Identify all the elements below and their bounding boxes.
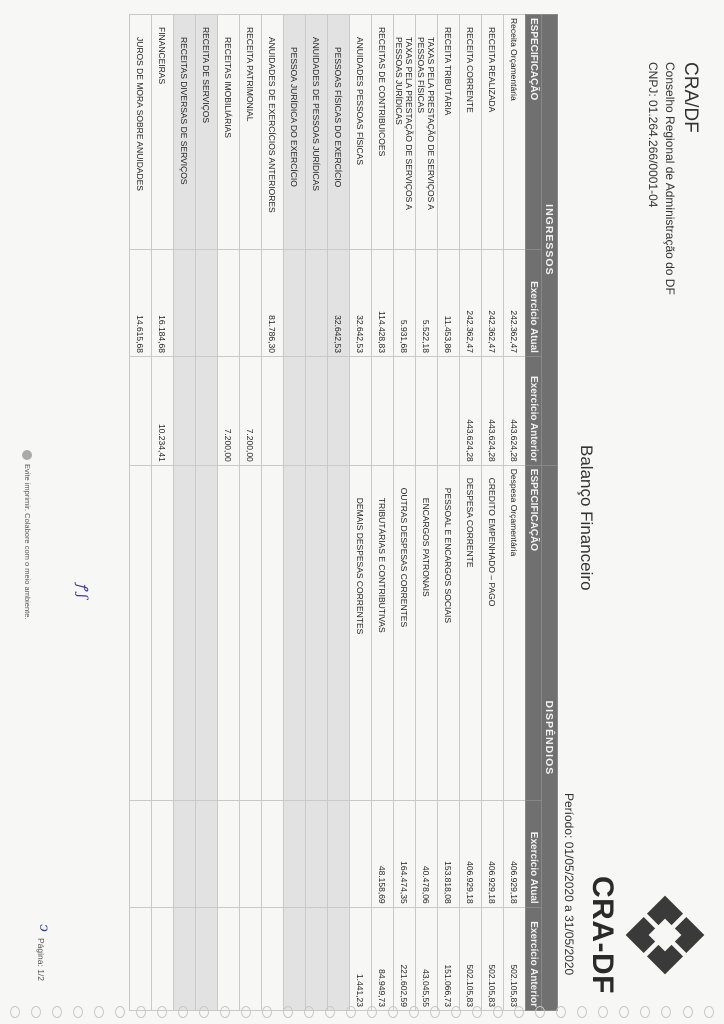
ingresso-anterior-cell: [438, 356, 460, 465]
dispendio-anterior-cell: [306, 907, 328, 1010]
col-header-atual-left: Exercício Atual: [526, 250, 542, 357]
org-cnpj: CNPJ: 01.264.266/0001-04: [646, 62, 660, 208]
ingresso-especificacao-cell: FINANCEIRAS: [152, 15, 174, 250]
dispendio-anterior-cell: 84.949,73: [372, 907, 394, 1010]
ingresso-especificacao-cell: RECEITA DE SERVIÇOS: [196, 15, 218, 250]
dispendio-atual-cell: 153.818,08: [438, 801, 460, 908]
ingresso-especificacao-cell: RECEITAS IMOBILIÁRIAS: [218, 15, 240, 250]
cra-logo-icon: [624, 894, 706, 976]
balance-table: [129, 14, 558, 1011]
org-header: [644, 62, 702, 295]
ingresso-atual-cell: [306, 250, 328, 357]
dispendios-header: DISPÊNDIOS: [542, 465, 558, 1010]
ingresso-anterior-cell: [130, 356, 152, 465]
dispendio-atual-cell: [196, 801, 218, 908]
ingresso-anterior-cell: 7.200,00: [240, 356, 262, 465]
dispendio-anterior-cell: [328, 907, 350, 1010]
ingresso-anterior-cell: [284, 356, 306, 465]
table-row: [504, 15, 526, 1011]
ingresso-atual-cell: [174, 250, 196, 357]
ingresso-atual-cell: [218, 250, 240, 357]
ingresso-atual-cell: [284, 250, 306, 357]
ingresso-atual-cell: 242.362,47: [460, 250, 482, 357]
ingresso-atual-cell: 5.931,68: [394, 250, 416, 357]
dispendio-anterior-cell: 502.105,83: [460, 907, 482, 1010]
table-row: [416, 15, 438, 1011]
table-row: [262, 15, 284, 1011]
ingresso-anterior-cell: 443.624,28: [460, 356, 482, 465]
table-row: [460, 15, 482, 1011]
org-short-name: CRA/DF: [680, 62, 701, 133]
ingresso-anterior-cell: [394, 356, 416, 465]
ingresso-atual-cell: 5.522,18: [416, 250, 438, 357]
ingresso-especificacao-cell: RECEITA PATRIMONIAL: [240, 15, 262, 250]
dispendio-atual-cell: [284, 801, 306, 908]
dispendio-atual-cell: [152, 801, 174, 908]
ingresso-anterior-cell: 443.624,28: [482, 356, 504, 465]
ingresso-anterior-cell: 443.624,28: [504, 356, 526, 465]
binder-holes-bottom: [0, 1006, 724, 1018]
ingresso-anterior-cell: [306, 356, 328, 465]
dispendio-especificacao-cell: ENCARGOS PATRONAIS: [416, 465, 438, 800]
table-row: [372, 15, 394, 1011]
ingresso-especificacao-cell: RECEITAS DE CONTRIBUICOES: [372, 15, 394, 250]
table-row: [284, 15, 306, 1011]
page-title: Balanço Financeiro: [577, 445, 596, 591]
ingresso-anterior-cell: [262, 356, 284, 465]
dispendio-especificacao-cell: [196, 465, 218, 800]
ingressos-header: INGRESSOS: [542, 15, 558, 466]
ingresso-anterior-cell: [328, 356, 350, 465]
col-header-anterior-left: Exercício Anterior: [526, 356, 542, 465]
ingresso-especificacao-cell: JUROS DE MORA SOBRE ANUIDADES: [130, 15, 152, 250]
footer-note-text: Evite imprimir. Colabore com o meio ambiente.: [23, 464, 32, 620]
ingresso-especificacao-cell: ANUIDADES DE PESSOAS JURÍDICAS: [306, 15, 328, 250]
ingresso-especificacao-cell: PESSOA JURÍDICA DO EXERCÍCIO: [284, 15, 306, 250]
ingresso-anterior-cell: [196, 356, 218, 465]
dispendio-atual-cell: 164.474,35: [394, 801, 416, 908]
dispendio-atual-cell: 406.929,18: [482, 801, 504, 908]
ingresso-especificacao-cell: RECEITA CORRENTE: [460, 15, 482, 250]
dispendio-atual-cell: [350, 801, 372, 908]
dispendio-atual-cell: 406.929,18: [504, 801, 526, 908]
ingresso-atual-cell: 11.453,86: [438, 250, 460, 357]
ingresso-anterior-cell: [174, 356, 196, 465]
ingresso-especificacao-cell: TAXAS PELA PRESTAÇÃO DE SERVIÇOS A PESSOAS JURÍDICAS: [394, 15, 416, 250]
dispendio-especificacao-cell: [262, 465, 284, 800]
dispendio-anterior-cell: [196, 907, 218, 1010]
group-header-row: [542, 15, 558, 1011]
ingresso-atual-cell: [240, 250, 262, 357]
dispendio-especificacao-cell: [306, 465, 328, 800]
dispendio-especificacao-cell: [240, 465, 262, 800]
logo-brand: CRA-DF: [586, 876, 619, 994]
table-row: [482, 15, 504, 1011]
table-row: [196, 15, 218, 1011]
dispendio-especificacao-cell: DESPESA CORRENTE: [460, 465, 482, 800]
table-row: [240, 15, 262, 1011]
dispendio-especificacao-cell: PESSOAL E ENCARGOS SOCIAIS: [438, 465, 460, 800]
dispendio-especificacao-cell: [174, 465, 196, 800]
column-header-row: [526, 15, 542, 1011]
signature-mark: ꝭ ʃ: [74, 583, 90, 598]
ingresso-atual-cell: 32.642,53: [350, 250, 372, 357]
logo: [585, 860, 706, 1010]
ingresso-anterior-cell: [416, 356, 438, 465]
recycle-icon: [22, 450, 32, 460]
dispendio-atual-cell: [240, 801, 262, 908]
col-header-especificacao-right: ESPECIFICAÇÃO: [526, 465, 542, 800]
dispendio-especificacao-cell: [218, 465, 240, 800]
ingresso-atual-cell: 14.615,68: [130, 250, 152, 357]
dispendio-anterior-cell: 151.066,73: [438, 907, 460, 1010]
table-row: [152, 15, 174, 1011]
table-row: [130, 15, 152, 1011]
signature-mark: ↄ: [36, 924, 52, 932]
ingresso-atual-cell: 16.184,68: [152, 250, 174, 357]
dispendio-anterior-cell: 1.441,23: [350, 907, 372, 1010]
table-row: [306, 15, 328, 1011]
dispendio-atual-cell: [262, 801, 284, 908]
dispendio-especificacao-cell: DEMAIS DESPESAS CORRENTES: [350, 465, 372, 800]
dispendio-atual-cell: 40.478,06: [416, 801, 438, 908]
dispendio-anterior-cell: [284, 907, 306, 1010]
dispendio-anterior-cell: [240, 907, 262, 1010]
dispendio-especificacao-cell: TRIBUTÁRIAS E CONTRIBUTIVAS: [372, 465, 394, 800]
org-full-name: Conselho Regional de Administração do DF: [663, 62, 677, 295]
ingresso-anterior-cell: 7.200,00: [218, 356, 240, 465]
col-header-especificacao-left: ESPECIFICAÇÃO: [526, 15, 542, 250]
dispendio-anterior-cell: [174, 907, 196, 1010]
table-row: [394, 15, 416, 1011]
dispendio-anterior-cell: 221.602,59: [394, 907, 416, 1010]
dispendio-especificacao-cell: OUTRAS DESPESAS CORRENTES: [394, 465, 416, 800]
ingresso-atual-cell: 114.428,83: [372, 250, 394, 357]
table-row: [328, 15, 350, 1011]
dispendio-anterior-cell: 502.105,83: [482, 907, 504, 1010]
ingresso-atual-cell: [196, 250, 218, 357]
ingresso-especificacao-cell: PESSOAS FÍSICAS DO EXERCÍCIO: [328, 15, 350, 250]
dispendio-atual-cell: 406.929,18: [460, 801, 482, 908]
ingresso-especificacao-cell: TAXAS PELA PRESTAÇÃO DE SERVIÇOS A PESSOAS FÍSICAS: [416, 15, 438, 250]
dispendio-atual-cell: 48.158,69: [372, 801, 394, 908]
table-row: [350, 15, 372, 1011]
page-number: Página: 1/2: [36, 938, 46, 982]
dispendio-anterior-cell: 502.105,83: [504, 907, 526, 1010]
dispendio-especificacao-cell: CREDITO EMPENHADO – PAGO: [482, 465, 504, 800]
dispendio-especificacao-cell: [284, 465, 306, 800]
dispendio-atual-cell: [174, 801, 196, 908]
table-row: [438, 15, 460, 1011]
dispendio-anterior-cell: 43.045,55: [416, 907, 438, 1010]
dispendio-atual-cell: [130, 801, 152, 908]
dispendio-anterior-cell: [130, 907, 152, 1010]
dispendio-atual-cell: [328, 801, 350, 908]
footer-note: [22, 450, 32, 619]
ingresso-especificacao-cell: ANUIDADES PESSOAS FÍSICAS: [350, 15, 372, 250]
report-period: Período: 01/05/2020 a 31/05/2020: [562, 793, 576, 976]
dispendio-especificacao-cell: Despesa Orçamentária: [504, 465, 526, 800]
dispendio-anterior-cell: [262, 907, 284, 1010]
ingresso-especificacao-cell: RECEITA TRIBUTÁRIA: [438, 15, 460, 250]
table-row: [218, 15, 240, 1011]
ingresso-especificacao-cell: Receita Orçamentária: [504, 15, 526, 250]
dispendio-especificacao-cell: [152, 465, 174, 800]
ingresso-atual-cell: 81.786,30: [262, 250, 284, 357]
ingresso-anterior-cell: [372, 356, 394, 465]
dispendio-especificacao-cell: [130, 465, 152, 800]
dispendio-especificacao-cell: [328, 465, 350, 800]
ingresso-atual-cell: 242.362,47: [482, 250, 504, 357]
ingresso-atual-cell: 242.362,47: [504, 250, 526, 357]
dispendio-anterior-cell: [152, 907, 174, 1010]
ingresso-especificacao-cell: RECEITAS DIVERSAS DE SERVIÇOS: [174, 15, 196, 250]
col-header-atual-right: Exercício Atual: [526, 801, 542, 908]
ingresso-especificacao-cell: ANUIDADES DE EXERCÍCIOS ANTERIORES: [262, 15, 284, 250]
dispendio-atual-cell: [306, 801, 328, 908]
ingresso-anterior-cell: [350, 356, 372, 465]
ingresso-atual-cell: 32.642,53: [328, 250, 350, 357]
table-row: [174, 15, 196, 1011]
dispendio-anterior-cell: [218, 907, 240, 1010]
col-header-anterior-right: Exercício Anterior: [526, 907, 542, 1010]
ingresso-especificacao-cell: RECEITA REALIZADA: [482, 15, 504, 250]
ingresso-anterior-cell: 10.234,41: [152, 356, 174, 465]
dispendio-atual-cell: [218, 801, 240, 908]
